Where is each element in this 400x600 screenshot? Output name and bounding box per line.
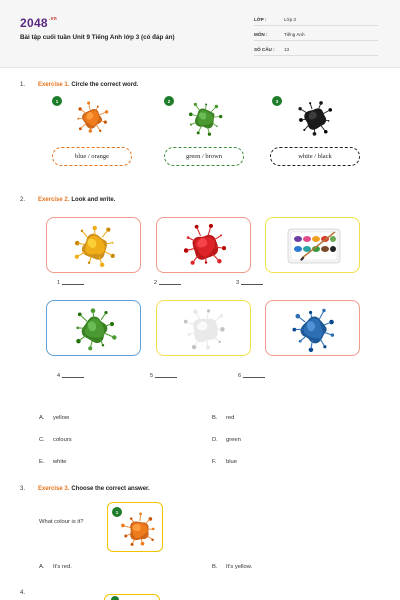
option-letter: B.: [212, 415, 218, 421]
meta-key: LỚP :: [254, 17, 267, 22]
item-badge: 1: [52, 96, 62, 106]
option-text: colours: [53, 437, 72, 443]
white-paint-splash-icon: [179, 305, 231, 353]
meta-count: [254, 45, 378, 56]
exercise-instruction: Choose the correct answer.: [71, 486, 150, 492]
meta-value: Lớp 3: [284, 17, 296, 22]
item-badge: 3: [272, 96, 282, 106]
question-number: 3.: [20, 486, 26, 492]
picture-box: [265, 217, 360, 273]
word-option[interactable]: [39, 459, 67, 465]
item-badge: 1: [112, 507, 122, 517]
exercise-label: Exercise 3.: [38, 486, 70, 492]
word-option[interactable]: [212, 415, 234, 421]
item-badge: 2: [164, 96, 174, 106]
option-letter: A.: [39, 564, 45, 570]
blank-line: [62, 284, 84, 285]
word-option[interactable]: [212, 437, 241, 443]
blank-line: [62, 377, 84, 378]
picture-box: [156, 300, 251, 356]
option-letter: D.: [212, 437, 218, 443]
question-number: 4.: [20, 590, 26, 596]
answer-option[interactable]: [39, 564, 72, 570]
choice-pill[interactable]: green / brown: [164, 147, 244, 166]
option-text: red: [226, 415, 235, 421]
item-badge: [111, 596, 119, 600]
option-text: white: [53, 459, 67, 465]
blank-line: [159, 284, 181, 285]
choice-pill[interactable]: white / black: [270, 147, 360, 166]
word-option[interactable]: [39, 437, 72, 443]
choice-pill[interactable]: blue / orange: [52, 147, 132, 166]
logo-text: 2048: [20, 16, 48, 30]
picture-box: [104, 594, 160, 600]
green-paint-splash-icon: [69, 305, 121, 353]
orange-paint-splash-icon: [70, 100, 114, 136]
exercise-instruction: Circle the correct word.: [71, 82, 139, 88]
exercise-label: Exercise 1.: [38, 82, 70, 88]
blank-line: [243, 377, 265, 378]
question-heading: [38, 82, 138, 88]
green-paint-splash-icon: [182, 99, 228, 137]
document-title: Bài tập cuối tuần Unit 9 Tiếng Anh lớp 3 (có đáp án): [20, 34, 175, 41]
blank-number: 1: [57, 280, 61, 286]
document-header: [0, 0, 400, 68]
meta-key: SỐ CÂU :: [254, 47, 275, 52]
option-text: blue: [226, 459, 237, 465]
question-heading: [38, 197, 115, 203]
meta-subject: [254, 30, 378, 41]
picture-box: [46, 300, 141, 356]
exercise-label: Exercise 2.: [38, 197, 70, 203]
question-prompt: What colour is it?: [39, 519, 84, 525]
option-text: green: [226, 437, 241, 443]
option-text: It's red.: [53, 564, 72, 570]
picture-box: [107, 502, 163, 552]
meta-value: Tiếng Anh: [284, 32, 305, 37]
option-letter: E.: [39, 459, 45, 465]
answer-option[interactable]: [212, 564, 252, 570]
answer-blank[interactable]: [154, 280, 181, 286]
logo-suffix: .vn: [48, 16, 58, 22]
option-text: yellow: [53, 415, 70, 421]
blank-number: 2: [154, 280, 158, 286]
question-number: 2.: [20, 197, 26, 203]
blank-number: 5: [150, 373, 154, 379]
blank-line: [155, 377, 177, 378]
exercise-instruction: Look and write.: [71, 197, 116, 203]
option-letter: B.: [212, 564, 218, 570]
option-letter: C.: [39, 437, 45, 443]
answer-blank[interactable]: [238, 373, 265, 379]
picture-box: [156, 217, 251, 273]
answer-blank[interactable]: [57, 280, 84, 286]
blank-number: 6: [238, 373, 242, 379]
question-heading: [38, 486, 150, 492]
meta-key: MÔN :: [254, 32, 268, 37]
option-letter: A.: [39, 415, 45, 421]
answer-blank[interactable]: [150, 373, 177, 379]
word-option[interactable]: [212, 459, 237, 465]
red-paint-splash-icon: [179, 222, 231, 270]
meta-grade: [254, 15, 378, 26]
option-text: It's yellow.: [226, 564, 253, 570]
word-option[interactable]: [39, 415, 69, 421]
answer-blank[interactable]: [236, 280, 263, 286]
watercolor-palette-icon: [287, 228, 341, 264]
blank-number: 3: [236, 280, 240, 286]
meta-value: 13: [284, 47, 290, 52]
blank-line: [241, 284, 263, 285]
orange-paint-splash-icon: [120, 511, 158, 549]
yellow-paint-splash-icon: [69, 222, 121, 270]
picture-box: [46, 217, 141, 273]
question-number: 1.: [20, 82, 26, 88]
site-logo[interactable]: [20, 16, 57, 30]
blank-number: 4: [57, 373, 61, 379]
answer-blank[interactable]: [57, 373, 84, 379]
option-letter: F.: [212, 459, 217, 465]
blue-paint-splash-icon: [288, 305, 340, 353]
picture-box: [265, 300, 360, 356]
black-paint-splash-icon: [292, 98, 338, 138]
